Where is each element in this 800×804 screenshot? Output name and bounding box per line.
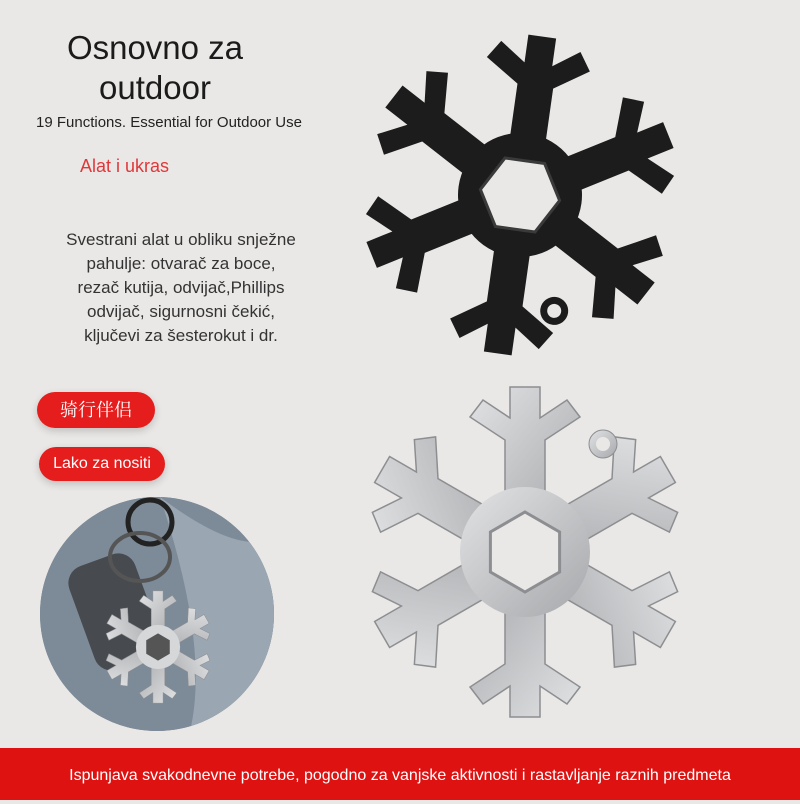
page-title <box>40 28 270 108</box>
subtitle: 19 Functions. Essential for Outdoor Use <box>36 114 302 131</box>
description-line: pahulje: otvarač za boce, <box>86 254 276 273</box>
description-line: ključevi za šesterokut i dr. <box>84 326 278 345</box>
cycling-partner-badge: 骑行伴侣 <box>37 392 155 428</box>
footer-banner: Ispunjava svakodnevne potrebe, pogodno za vanjske aktivnosti i rastavljanje raznih predmeta <box>0 748 800 800</box>
description-line: rezač kutija, odvijač,Phillips <box>77 278 285 297</box>
easy-to-carry-badge: Lako za nositi <box>39 447 165 481</box>
title-line-1: Osnovno za <box>66 29 244 66</box>
product-description <box>36 228 326 348</box>
tag-line: Alat i ukras <box>80 156 170 176</box>
keychain-photo-art <box>40 497 274 731</box>
description-line: odvijač, sigurnosni čekić, <box>86 302 276 321</box>
title-line-2: outdoor <box>99 69 211 106</box>
black-snowflake-tool-image <box>330 10 710 380</box>
description-line: Svestrani alat u obliku snježne <box>66 230 296 249</box>
silver-snowflake-tool-image <box>330 362 720 742</box>
keychain-photo <box>40 497 274 731</box>
